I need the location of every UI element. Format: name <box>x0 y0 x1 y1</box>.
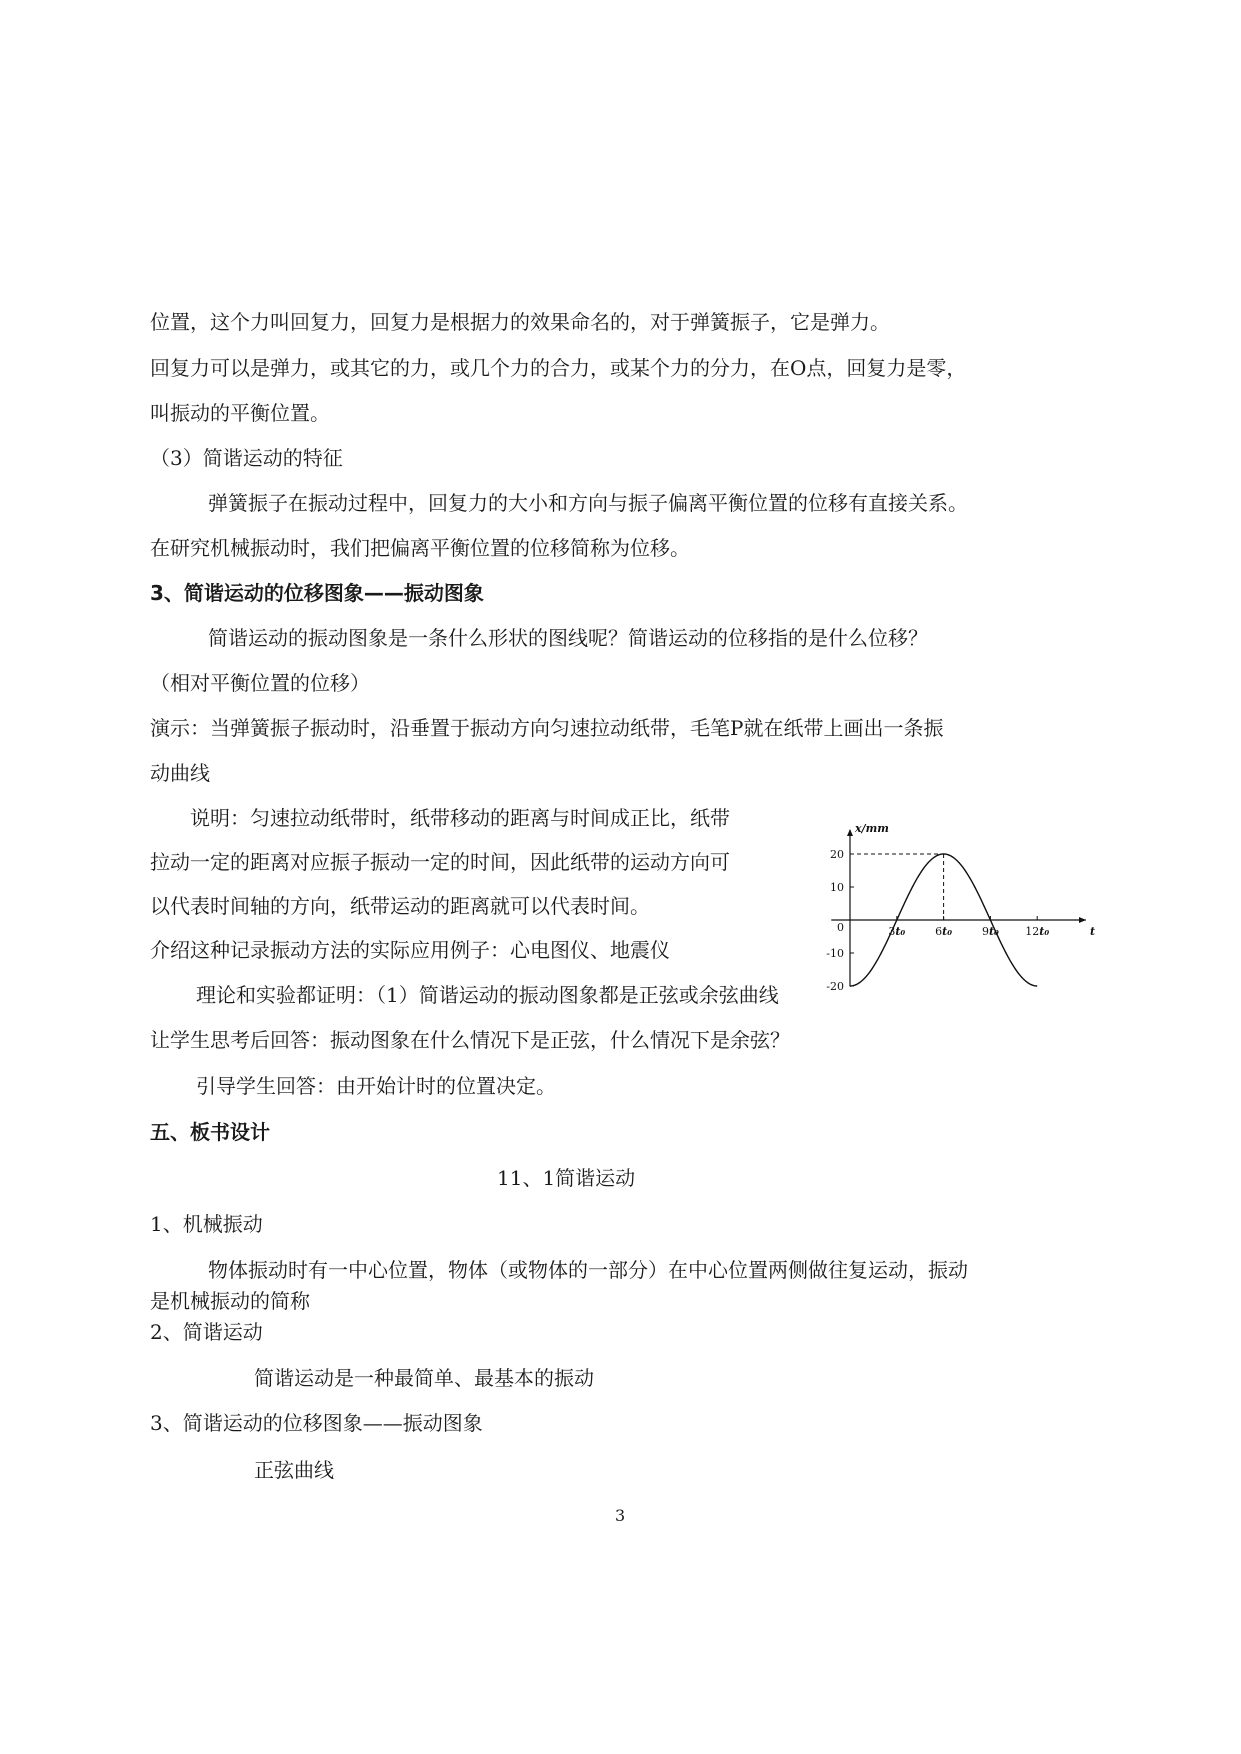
section-heading: 五、板书设计 <box>150 1120 270 1144</box>
text-line: 位置，这个力叫回复力，回复力是根据力的效果命名的，对于弹簧振子，它是弹力。 <box>150 310 890 334</box>
text-line: 拉动一定的距离对应振子振动一定的时间，因此纸带的运动方向可 <box>150 850 730 874</box>
x-axis-label: t <box>1090 925 1096 938</box>
data-point <box>896 919 897 920</box>
data-point <box>990 919 991 920</box>
y-tick-label: 20 <box>830 848 844 861</box>
text-line: （相对平衡位置的位移） <box>150 671 370 695</box>
data-point <box>849 985 850 986</box>
text-line: 以代表时间轴的方向，纸带运动的距离就可以代表时间。 <box>150 894 650 918</box>
text-line: 简谐运动的振动图象是一条什么形状的图线呢？简谐运动的位移指的是什么位移？ <box>208 626 928 650</box>
section-heading: 3、简谐运动的位移图象——振动图象 <box>150 581 484 605</box>
y-axis-label: x/mm <box>855 822 889 835</box>
text-line: 演示：当弹簧振子振动时，沿垂置于振动方向匀速拉动纸带，毛笔P就在纸带上画出一条振 <box>150 716 944 740</box>
board-line: 1、机械振动 <box>150 1212 263 1236</box>
text-line: 叫振动的平衡位置。 <box>150 401 330 425</box>
text-line: 弹簧振子在振动过程中，回复力的大小和方向与振子偏离平衡位置的位移有直接关系。 <box>208 491 968 515</box>
text-line: 引导学生回答：由开始计时的位置决定。 <box>196 1074 556 1098</box>
y-axis-arrow <box>847 829 853 836</box>
board-title: 11、1简谐运动 <box>497 1166 636 1190</box>
data-point <box>1005 952 1006 953</box>
board-line: 正弦曲线 <box>254 1458 334 1482</box>
text-line: 在研究机械振动时，我们把偏离平衡位置的位移简称为位移。 <box>150 536 690 560</box>
data-point <box>943 853 944 854</box>
data-point <box>881 952 882 953</box>
x-tick-label: 6t₀ <box>935 925 953 938</box>
data-point <box>1021 976 1022 977</box>
y-tick-label: -10 <box>826 947 844 960</box>
board-line: 物体振动时有一中心位置，物体（或物体的一部分）在中心位置两侧做往复运动，振动 <box>208 1258 968 1282</box>
x-tick-label: 3t₀ <box>888 925 906 938</box>
board-line: 2、简谐运动 <box>150 1320 263 1344</box>
text-line: 说明：匀速拉动纸带时，纸带移动的距离与时间成正比，纸带 <box>190 806 730 830</box>
data-point <box>959 862 960 863</box>
page-number: 3 <box>615 1506 626 1525</box>
y-tick-label: -20 <box>826 980 844 993</box>
data-point <box>865 976 866 977</box>
y-tick-label: 10 <box>830 881 844 894</box>
data-point <box>974 886 975 887</box>
data-point <box>927 862 928 863</box>
board-line: 是机械振动的简称 <box>150 1289 310 1313</box>
board-line: 3、简谐运动的位移图象——振动图象 <box>150 1411 483 1435</box>
vibration-graph <box>818 822 1108 997</box>
text-line: 介绍这种记录振动方法的实际应用例子：心电图仪、地震仪 <box>150 938 670 962</box>
board-line: 简谐运动是一种最简单、最基本的振动 <box>254 1366 594 1390</box>
text-line: 理论和实验都证明：（1）简谐运动的振动图象都是正弦或余弦曲线 <box>196 983 779 1007</box>
text-line: 动曲线 <box>150 761 210 785</box>
x-axis-arrow <box>1079 917 1086 923</box>
text-line: 回复力可以是弹力，或其它的力，或几个力的合力，或某个力的分力，在O点，回复力是零， <box>150 356 967 380</box>
text-line: 让学生思考后回答：振动图象在什么情况下是正弦，什么情况下是余弦？ <box>150 1028 790 1052</box>
x-tick-label: 9t₀ <box>981 925 999 938</box>
data-point <box>912 886 913 887</box>
section-subheading: （3）简谐运动的特征 <box>150 446 343 470</box>
x-tick-label: 12t₀ <box>1025 925 1050 938</box>
y-tick-label: 0 <box>837 921 844 934</box>
